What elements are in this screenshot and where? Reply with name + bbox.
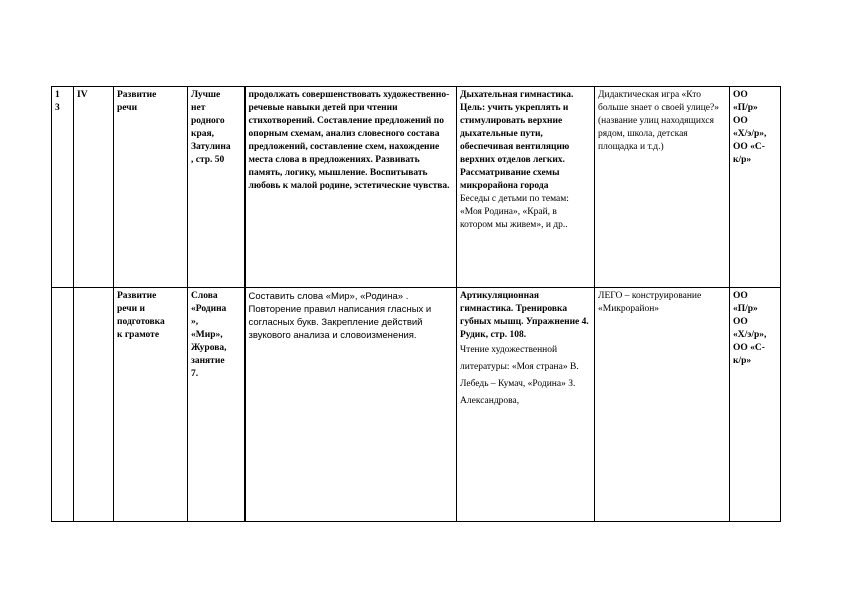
morning-activities-normal: Чтение художественной литературы: «Моя страна» В. Лебедь – Кумач, «Родина» З. Александрова, <box>460 345 579 406</box>
morning-activities-normal: Беседы с детьми по темам: «Моя Родина», «Край, в котором мы живем», и др.. <box>460 194 569 230</box>
topic-cell <box>188 87 245 288</box>
content-cell <box>245 87 457 288</box>
independent-activity: ЛЕГО – конструирование «Микрорайон» <box>598 291 702 314</box>
lesson-plan-table <box>51 86 781 522</box>
morning-activities-cell <box>457 288 595 522</box>
content-cell <box>245 288 457 522</box>
row-number-cell <box>52 288 74 522</box>
educational-area: Развитие речи <box>117 90 157 113</box>
morning-activities-cell <box>457 87 595 288</box>
independent-activity: Дидактическая игра «Кто больше знает о своей улице?» (название улиц находящихся рядом, школа, детская площадка и т.д.) <box>598 90 719 152</box>
integration-areas: ОО «П/р» ОО «Х/э/р», ОО «С- к/р» <box>733 90 767 165</box>
program-content: продолжать совершенствовать художественно-речевые навыки детей при чтении стихотворений. Составление предложений по опорным схемам, анализ словесного состава предложений, составление схем, нахождение места слова в предложениях. Развивать память, логику, мышление. Воспитывать любовь к малой родине, эстетические чувства. <box>248 90 450 191</box>
area-cell <box>114 288 188 522</box>
program-content: Составить слова «Мир», «Родина» . Повторение правил написания гласных и согласных букв. Закрепление действий звукового анализа и словоизменения. <box>248 291 432 341</box>
integration-cell <box>730 87 781 288</box>
row-number: 1 3 <box>55 90 60 113</box>
independent-activity-cell <box>595 288 730 522</box>
integration-areas: ОО «П/р» ОО «Х/э/р», ОО «С- к/р» <box>733 291 767 366</box>
integration-cell <box>730 288 781 522</box>
lesson-topic: Лучше нет родного края, Затулина , стр. 50 <box>191 90 231 165</box>
lesson-topic: Слова «Родина », «Мир», Журова, занятие 7. <box>191 291 227 379</box>
week-label: IV <box>77 90 88 100</box>
morning-activities-bold: Артикуляционная гимнастика. Тренировка губных мышц. Упражнение 4. Рудик, стр. 108. <box>460 291 589 340</box>
independent-activity-cell <box>595 87 730 288</box>
table-row <box>52 87 781 288</box>
topic-cell <box>188 288 245 522</box>
row-number-cell <box>52 87 74 288</box>
educational-area: Развитие речи и подготовка к грамоте <box>117 291 165 340</box>
week-cell <box>74 288 114 522</box>
area-cell <box>114 87 188 288</box>
morning-activities-bold: Дыхательная гимнастика. Цель: учить укреплять и стимулировать верхние дыхательные пути, обеспечивая вентиляцию верхних отделов легких. Рассматривание схемы микрорайона города <box>460 90 574 191</box>
table-row <box>52 288 781 522</box>
week-cell <box>74 87 114 288</box>
